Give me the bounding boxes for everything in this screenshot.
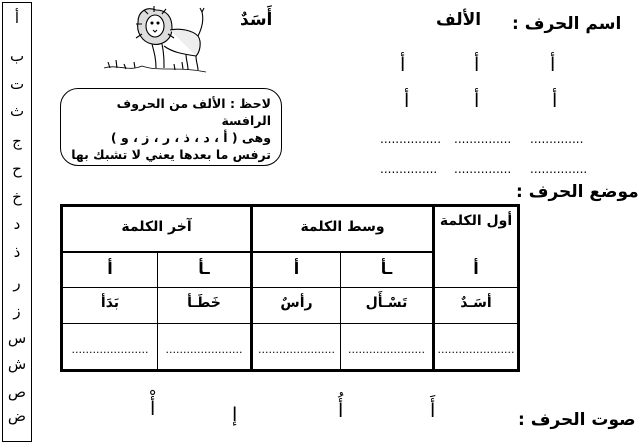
alphabet-letter: خ [12,188,22,206]
table-writing-line: ...................... [437,343,515,356]
writing-line: ............... [380,162,438,176]
note-line: وهى ( أ ، د ، ذ ، ر ، ز ، و ) [110,130,271,145]
letter-position-table [60,204,520,372]
lion-illustration [98,2,208,80]
table-writing-line: ...................... [348,343,425,356]
letter-name-label: اسم الحرف : [512,14,622,34]
form-middle-separate: أ [293,259,300,278]
table-writing-line: ...................... [258,343,335,356]
writing-line: ................ [380,132,442,146]
practice-letter: أ [474,54,480,76]
writing-line: ............... [454,132,512,146]
alphabet-letter: د [13,215,21,233]
alphabet-letter: ب [9,47,25,65]
alphabet-letter: ج [12,132,22,150]
word-end-separate: بَدَأ [100,295,120,311]
table-divider [63,287,517,288]
vowel-form: أَ [430,400,436,422]
alphabet-letter: ص [7,383,27,401]
alphabet-letter: ش [7,355,27,373]
form-start: أ [473,259,479,278]
practice-letter: أ [552,90,558,112]
word-start: أسَـدٌ [460,295,492,311]
alphabet-strip [2,2,32,442]
alphabet-letter: ذ [13,243,21,261]
table-writing-line: ...................... [71,343,149,356]
alphabet-letter: أ [14,9,20,27]
word-middle-separate: رأسٌ [280,295,313,311]
header-start: أول الكلمة [439,213,513,229]
position-label: موضع الحرف : [516,182,639,202]
letter-name-value: الألف [436,10,482,30]
form-middle-connected: ـأ [380,259,393,278]
example-word: أَسَدٌ [240,10,273,30]
practice-letter: أ [550,54,556,76]
word-middle-connected: تَسْـأَل [365,295,408,311]
practice-letter: أ [400,54,406,76]
vowel-form: إ [232,404,238,426]
writing-line: ............... [530,162,588,176]
note-box [60,88,282,166]
form-end-connected: ـأ [198,259,210,278]
alphabet-letter: ح [12,160,22,178]
alphabet-letter: ر [13,274,21,292]
table-divider [63,251,432,253]
vowel-form: أْ [150,398,156,420]
note-line: لاحظ : الألف من الحروف الرافسة [116,96,271,128]
alphabet-letter: ث [9,102,25,120]
note-line: ترفس ما بعدها يعني لا تشبك بها [71,147,271,162]
word-end-connected: خَطَـأ [187,295,221,311]
practice-letter: أ [404,90,410,112]
header-middle: وسط الكلمة [300,219,385,235]
vowel-form: أُ [338,400,344,422]
writing-line: .............. [530,132,584,146]
table-divider [63,323,517,324]
sound-label: صوت الحرف : [518,410,636,430]
form-end-separate: أ [107,259,113,278]
alphabet-letter: س [7,329,27,347]
alphabet-letter: ز [13,302,21,320]
alphabet-letter: ض [7,407,27,425]
practice-letter: أ [474,90,480,112]
writing-line: ............... [454,162,512,176]
header-end: آخر الكلمة [121,219,192,235]
table-writing-line: ...................... [165,343,243,356]
alphabet-letter: ت [9,75,25,93]
